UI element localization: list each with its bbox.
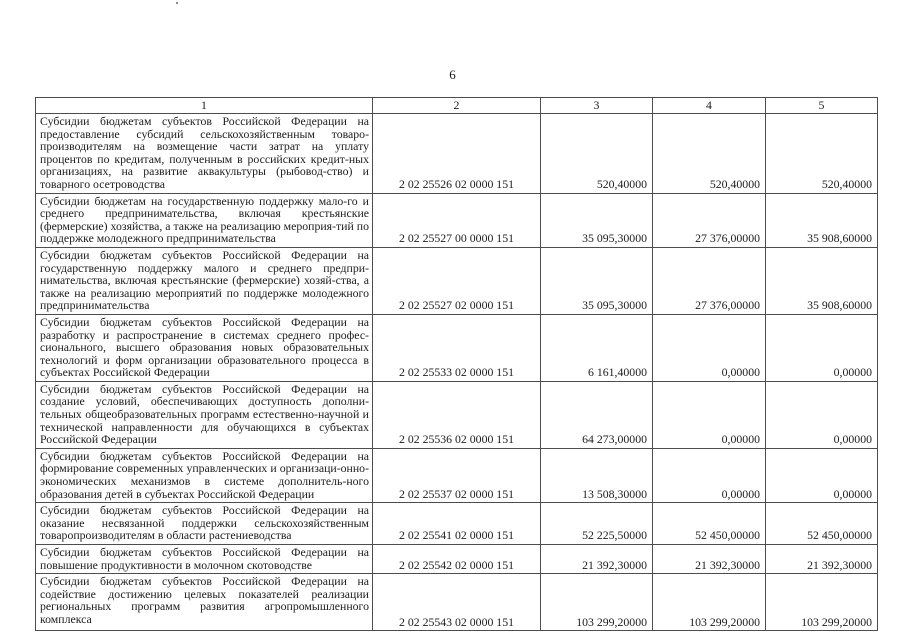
row-description: Субсидии бюджетам субъектов Российской Федерации на разработку и распространение в системах среднего профес-сионального, высшего образования новых образовательных технологий и форм организации образовательного процесса в субъектах Российской Федерации	[36, 314, 373, 381]
column-header-2: 2	[373, 98, 541, 114]
table-row	[36, 247, 878, 314]
row-value: 52 450,00000	[653, 503, 766, 545]
row-value: 0,00000	[653, 314, 766, 381]
table-row	[36, 574, 878, 631]
table-header-row	[36, 98, 878, 114]
row-code: 2 02 25526 02 0000 151	[373, 114, 541, 194]
row-value: 0,00000	[766, 314, 878, 381]
column-header-1: 1	[36, 98, 373, 114]
table-row	[36, 114, 878, 194]
row-code: 2 02 25527 00 0000 151	[373, 193, 541, 247]
row-value: 27 376,00000	[653, 247, 766, 314]
row-value: 103 299,20000	[541, 574, 653, 631]
table-row	[36, 193, 878, 247]
row-value: 35 095,30000	[541, 193, 653, 247]
table-row	[36, 545, 878, 574]
row-value: 21 392,30000	[653, 545, 766, 574]
row-code: 2 02 25541 02 0000 151	[373, 503, 541, 545]
table-row	[36, 314, 878, 381]
row-description: Субсидии бюджетам субъектов Российской Федерации на содействие достижению целевых показателей реализации региональных программ развития агропромышленного комплекса	[36, 574, 373, 631]
row-value: 64 273,00000	[541, 381, 653, 448]
column-header-3: 3	[541, 98, 653, 114]
row-value: 35 908,60000	[766, 247, 878, 314]
row-value: 520,40000	[766, 114, 878, 194]
row-value: 21 392,30000	[766, 545, 878, 574]
row-code: 2 02 25533 02 0000 151	[373, 314, 541, 381]
row-description: Субсидии бюджетам субъектов Российской Федерации на предоставление субсидий сельскохозяйственным товаро-производителям на возмещение части затрат на уплату процентов по кредитам, полученным в российских кредит-ных организациях, на развитие аквакультуры (рыбовод-ство) и товарного осетроводства	[36, 114, 373, 194]
scan-artifact	[176, 2, 178, 4]
row-value: 52 450,00000	[766, 503, 878, 545]
row-value: 21 392,30000	[541, 545, 653, 574]
row-description: Субсидии бюджетам на государственную поддержку мало-го и среднего предпринимательства, включая крестьянские (фермерские) хозяйства, а также на реализацию мероприя-тий по поддержке молодежного предпринимательства	[36, 193, 373, 247]
row-value: 27 376,00000	[653, 193, 766, 247]
row-code: 2 02 25543 02 0000 151	[373, 574, 541, 631]
row-description: Субсидии бюджетам субъектов Российской Федерации на государственную поддержку малого и среднего предпри-нимательства, включая крестьянские (фермерские) хозяй-ства, а также на реализацию мероприятий по поддержке молодежного предпринимательства	[36, 247, 373, 314]
row-code: 2 02 25542 02 0000 151	[373, 545, 541, 574]
page-number: 6	[449, 67, 456, 82]
subsidies-table	[35, 97, 878, 631]
table-row	[36, 503, 878, 545]
row-value: 52 225,50000	[541, 503, 653, 545]
row-value: 0,00000	[653, 381, 766, 448]
row-value: 0,00000	[653, 448, 766, 502]
row-value: 0,00000	[766, 381, 878, 448]
row-code: 2 02 25527 02 0000 151	[373, 247, 541, 314]
row-code: 2 02 25537 02 0000 151	[373, 448, 541, 502]
row-value: 520,40000	[541, 114, 653, 194]
row-value: 35 908,60000	[766, 193, 878, 247]
row-value: 103 299,20000	[653, 574, 766, 631]
table-row	[36, 448, 878, 502]
row-value: 103 299,20000	[766, 574, 878, 631]
row-description: Субсидии бюджетам субъектов Российской Федерации на формирование современных управленческих и организаци-онно-экономических механизмов в системе дополнитель-ного образования детей в субъектах Российской Федерации	[36, 448, 373, 502]
table-row	[36, 381, 878, 448]
row-description: Субсидии бюджетам субъектов Российской Федерации на создание условий, обеспечивающих доступность дополни-тельных общеобразовательных программ естественно-научной и технической направленности для обучающихся в субъектах Российской Федерации	[36, 381, 373, 448]
row-value: 6 161,40000	[541, 314, 653, 381]
row-code: 2 02 25536 02 0000 151	[373, 381, 541, 448]
row-description: Субсидии бюджетам субъектов Российской Федерации на повышение продуктивности в молочном скотоводстве	[36, 545, 373, 574]
row-value: 35 095,30000	[541, 247, 653, 314]
row-value: 520,40000	[653, 114, 766, 194]
column-header-5: 5	[766, 98, 878, 114]
row-value: 0,00000	[766, 448, 878, 502]
column-header-4: 4	[653, 98, 766, 114]
row-value: 13 508,30000	[541, 448, 653, 502]
row-description: Субсидии бюджетам субъектов Российской Федерации на оказание несвязанной поддержки сельскохозяйственным товаропроизводителям в области растениеводства	[36, 503, 373, 545]
